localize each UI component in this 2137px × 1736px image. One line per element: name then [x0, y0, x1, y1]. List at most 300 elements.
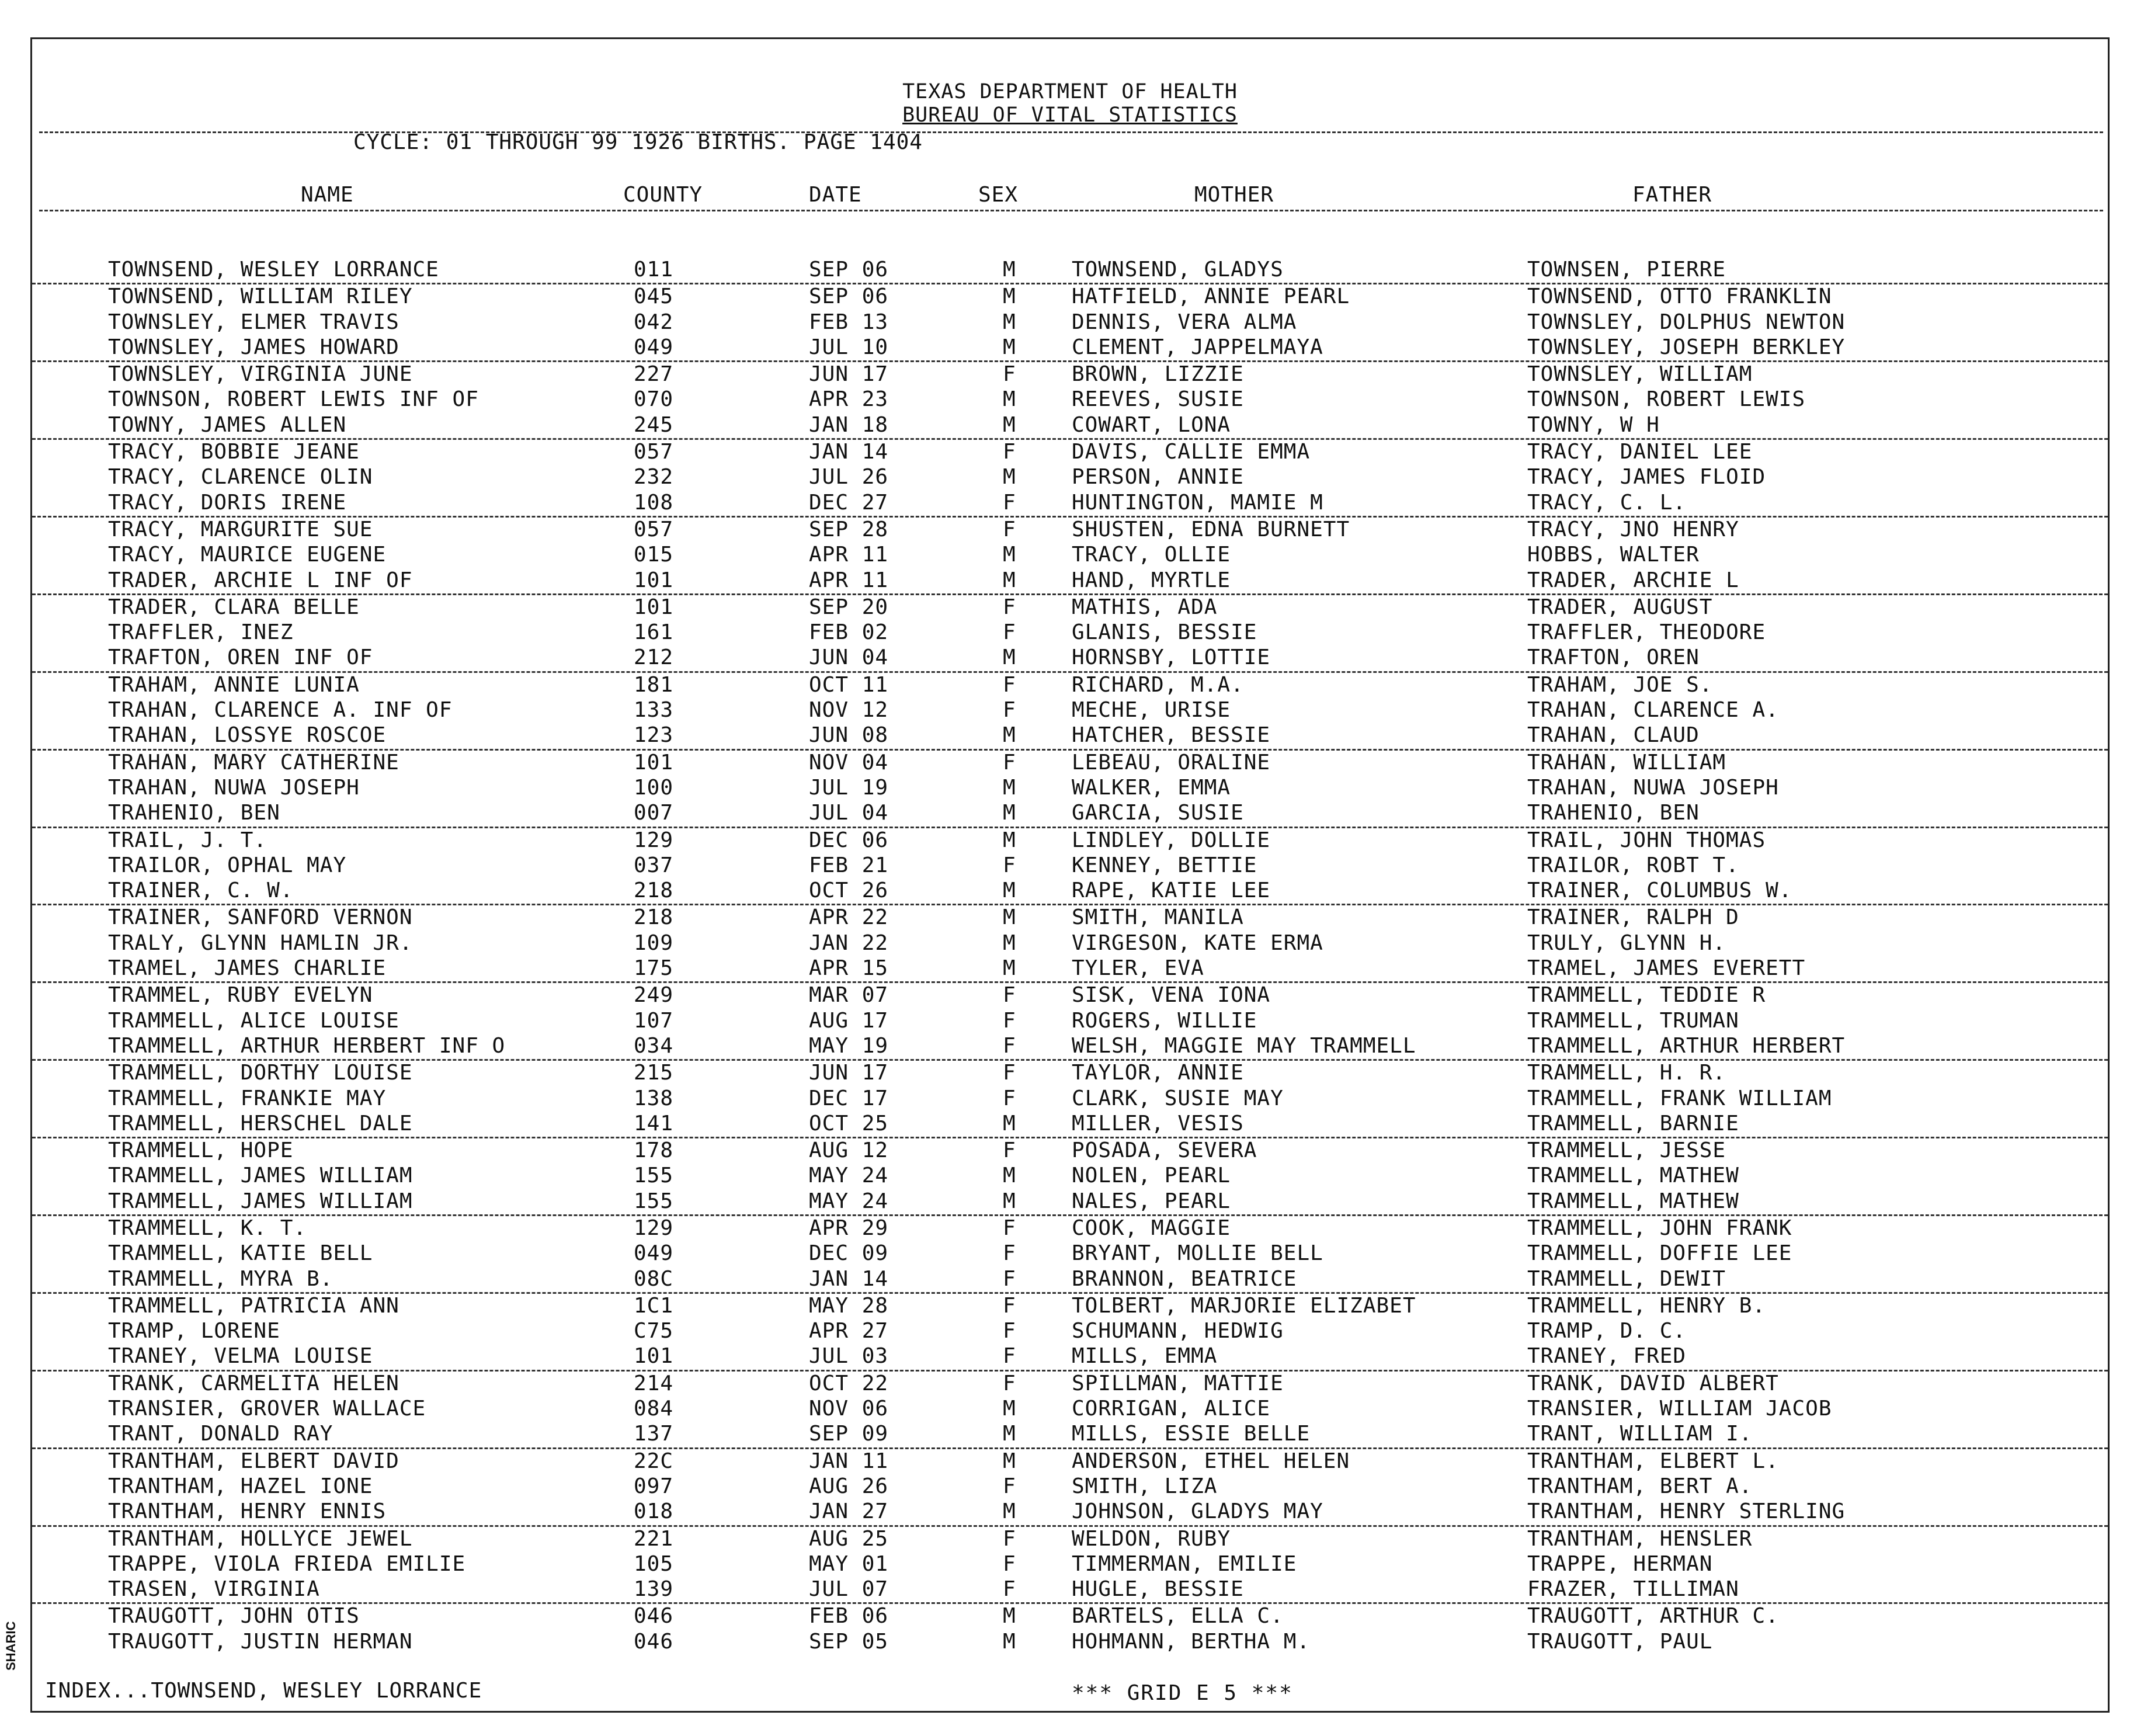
- table-row: [32, 387, 2108, 412]
- cell-county: 218: [634, 879, 674, 903]
- cell-sex: F: [1003, 1319, 1016, 1343]
- cell-county: 141: [634, 1111, 674, 1136]
- cell-date: SEP 06: [809, 284, 889, 309]
- cell-date: NOV 06: [809, 1397, 889, 1421]
- cell-date: JUL 19: [809, 775, 889, 800]
- cell-sex: M: [1003, 412, 1016, 437]
- cell-name: TRANTHAM, HAZEL IONE: [108, 1474, 373, 1498]
- cell-sex: M: [1003, 1164, 1016, 1188]
- table-row: [32, 362, 2108, 387]
- cell-sex: F: [1003, 1526, 1016, 1551]
- cell-name: TRASEN, VIRGINIA: [108, 1577, 320, 1602]
- cell-sex: M: [1003, 465, 1016, 489]
- cell-date: APR 11: [809, 568, 889, 592]
- table-row: [32, 1422, 2108, 1449]
- cell-county: 037: [634, 853, 674, 877]
- cell-county: 129: [634, 828, 674, 852]
- table-row: [32, 1630, 2108, 1655]
- table-row: [32, 879, 2108, 905]
- cell-name: TRAIL, J. T.: [108, 828, 267, 852]
- table-row: [32, 698, 2108, 723]
- cell-name: TRAPPE, VIOLA FRIEDA EMILIE: [108, 1551, 466, 1576]
- cell-name: TRACY, CLARENCE OLIN: [108, 465, 373, 489]
- cell-sex: F: [1003, 1138, 1016, 1163]
- cell-date: MAY 24: [809, 1164, 889, 1188]
- cell-sex: F: [1003, 1551, 1016, 1576]
- cell-name: TRAMMELL, HERSCHEL DALE: [108, 1111, 413, 1136]
- cell-name: TRAMP, LORENE: [108, 1319, 280, 1343]
- cell-sex: F: [1003, 1061, 1016, 1085]
- cell-father: TRADER, AUGUST: [1527, 595, 1713, 619]
- column-header-divider: [39, 210, 2103, 211]
- cell-father: TRACY, JAMES FLOID: [1527, 465, 1766, 489]
- cell-sex: M: [1003, 387, 1016, 412]
- cell-county: 046: [634, 1604, 674, 1629]
- cell-name: TRAMMELL, FRANKIE MAY: [108, 1086, 387, 1110]
- cell-father: TOWNSEN, PIERRE: [1527, 258, 1726, 282]
- cell-date: JAN 18: [809, 412, 889, 437]
- cell-mother: PERSON, ANNIE: [1072, 465, 1244, 489]
- cell-date: MAY 19: [809, 1033, 889, 1058]
- cell-county: 018: [634, 1499, 674, 1524]
- cell-mother: CLEMENT, JAPPELMAYA: [1072, 335, 1323, 359]
- cell-name: TRAHAN, MARY CATHERINE: [108, 750, 399, 775]
- cell-father: TRANT, WILLIAM I.: [1527, 1422, 1753, 1446]
- cell-date: APR 27: [809, 1319, 889, 1343]
- cell-father: TOWNSON, ROBERT LEWIS: [1527, 387, 1806, 412]
- col-header-county: COUNTY: [623, 183, 703, 207]
- table-row: [32, 440, 2108, 465]
- cell-county: 139: [634, 1577, 674, 1602]
- cell-mother: SMITH, MANILA: [1072, 905, 1244, 930]
- cell-county: 245: [634, 412, 674, 437]
- table-row: [32, 853, 2108, 879]
- cell-date: SEP 28: [809, 517, 889, 541]
- cell-name: TRAHAN, CLARENCE A. INF OF: [108, 698, 453, 723]
- cell-name: TRAMMELL, DORTHY LOUISE: [108, 1061, 413, 1085]
- cell-mother: WELSH, MAGGIE MAY TRAMMELL: [1072, 1033, 1416, 1058]
- cell-county: 232: [634, 465, 674, 489]
- cell-father: HOBBS, WALTER: [1527, 543, 1700, 567]
- side-mark: SHARIC: [4, 1621, 18, 1671]
- col-header-sex: SEX: [978, 183, 1019, 207]
- cell-county: 22C: [634, 1449, 674, 1473]
- cell-date: MAY 28: [809, 1293, 889, 1318]
- cell-name: TRANTHAM, HENRY ENNIS: [108, 1499, 387, 1524]
- cell-sex: F: [1003, 1371, 1016, 1395]
- cell-mother: TYLER, EVA: [1072, 956, 1204, 981]
- cell-mother: DENNIS, VERA ALMA: [1072, 310, 1297, 334]
- table-row: [32, 1604, 2108, 1629]
- cell-mother: HOHMANN, BERTHA M.: [1072, 1629, 1311, 1654]
- cell-county: 138: [634, 1086, 674, 1110]
- cell-father: TRAPPE, HERMAN: [1527, 1551, 1713, 1576]
- cell-mother: CLARK, SUSIE MAY: [1072, 1086, 1284, 1110]
- cell-mother: TOWNSEND, GLADYS: [1072, 258, 1284, 282]
- table-row: [32, 751, 2108, 776]
- cell-mother: MILLS, EMMA: [1072, 1344, 1218, 1369]
- cell-date: NOV 12: [809, 698, 889, 723]
- cell-name: TRACY, MARGURITE SUE: [108, 517, 373, 541]
- cell-name: TRAINER, SANFORD VERNON: [108, 905, 413, 930]
- cell-sex: M: [1003, 258, 1016, 282]
- cell-date: MAY 24: [809, 1189, 889, 1213]
- cell-mother: SPILLMAN, MATTIE: [1072, 1371, 1284, 1395]
- cell-sex: F: [1003, 983, 1016, 1008]
- cell-county: 175: [634, 956, 674, 981]
- cell-sex: F: [1003, 1474, 1016, 1498]
- table-row: [32, 620, 2108, 645]
- cell-date: JAN 11: [809, 1449, 889, 1473]
- cell-sex: F: [1003, 1293, 1016, 1318]
- cell-date: JUL 26: [809, 465, 889, 489]
- cell-father: TRANTHAM, BERT A.: [1527, 1474, 1753, 1498]
- col-header-mother: MOTHER: [1194, 183, 1274, 207]
- cell-mother: TIMMERMAN, EMILIE: [1072, 1551, 1297, 1576]
- cell-father: TRAHAN, NUWA JOSEPH: [1527, 775, 1779, 800]
- cell-date: SEP 09: [809, 1422, 889, 1446]
- cell-name: TOWNSEND, WILLIAM RILEY: [108, 284, 413, 309]
- cell-county: 101: [634, 1344, 674, 1369]
- cell-county: 034: [634, 1033, 674, 1058]
- cell-mother: HUGLE, BESSIE: [1072, 1577, 1244, 1602]
- cell-mother: DAVIS, CALLIE EMMA: [1072, 440, 1311, 464]
- cell-father: TRAMMELL, TRUMAN: [1527, 1008, 1739, 1033]
- table-row: [32, 1449, 2108, 1474]
- cell-name: TRAMMEL, RUBY EVELYN: [108, 983, 373, 1008]
- cell-date: OCT 22: [809, 1371, 889, 1395]
- table-row: [32, 1319, 2108, 1344]
- cell-date: OCT 25: [809, 1111, 889, 1136]
- cell-sex: M: [1003, 723, 1016, 748]
- cell-date: APR 11: [809, 543, 889, 567]
- cell-name: TRAMMELL, PATRICIA ANN: [108, 1293, 399, 1318]
- cell-name: TRANTHAM, HOLLYCE JEWEL: [108, 1526, 413, 1551]
- cell-county: 221: [634, 1526, 674, 1551]
- cell-sex: M: [1003, 568, 1016, 592]
- cell-county: 161: [634, 620, 674, 645]
- cell-father: TRAMP, D. C.: [1527, 1319, 1687, 1343]
- cell-mother: MILLS, ESSIE BELLE: [1072, 1422, 1311, 1446]
- cell-name: TRAUGOTT, JUSTIN HERMAN: [108, 1629, 413, 1654]
- cell-mother: WELDON, RUBY: [1072, 1526, 1231, 1551]
- cell-date: JUL 07: [809, 1577, 889, 1602]
- cell-mother: BROWN, LIZZIE: [1072, 362, 1244, 387]
- cell-father: TRAFFLER, THEODORE: [1527, 620, 1766, 645]
- cell-sex: F: [1003, 1216, 1016, 1240]
- cell-mother: LINDLEY, DOLLIE: [1072, 828, 1271, 852]
- cell-county: 101: [634, 750, 674, 775]
- cell-sex: M: [1003, 310, 1016, 334]
- cell-date: MAY 01: [809, 1551, 889, 1576]
- document-page: [30, 37, 2110, 1713]
- cell-name: TRAHAN, NUWA JOSEPH: [108, 775, 360, 800]
- cell-mother: HORNSBY, LOTTIE: [1072, 645, 1271, 670]
- cell-father: TRAINER, COLUMBUS W.: [1527, 879, 1792, 903]
- cell-name: TRAUGOTT, JOHN OTIS: [108, 1604, 360, 1629]
- cell-name: TRANT, DONALD RAY: [108, 1422, 333, 1446]
- cell-county: 107: [634, 1008, 674, 1033]
- cell-mother: BRYANT, MOLLIE BELL: [1072, 1241, 1323, 1266]
- cell-county: 042: [634, 310, 674, 334]
- cell-sex: F: [1003, 1241, 1016, 1266]
- cell-date: FEB 02: [809, 620, 889, 645]
- cell-date: SEP 06: [809, 258, 889, 282]
- cell-mother: GLANIS, BESSIE: [1072, 620, 1257, 645]
- header-divider: [39, 131, 2103, 133]
- cell-name: TRAMMELL, ALICE LOUISE: [108, 1008, 399, 1033]
- table-row: [32, 1294, 2108, 1319]
- cell-father: TRAFTON, OREN: [1527, 645, 1700, 670]
- cell-county: 101: [634, 568, 674, 592]
- cell-name: TOWNSLEY, ELMER TRAVIS: [108, 310, 399, 334]
- cell-sex: M: [1003, 828, 1016, 852]
- table-row: [32, 1034, 2108, 1061]
- table-row: [32, 1189, 2108, 1216]
- cell-father: TRAHENIO, BEN: [1527, 801, 1700, 825]
- cell-date: JAN 27: [809, 1499, 889, 1524]
- cell-name: TRAFFLER, INEZ: [108, 620, 294, 645]
- cell-mother: BRANNON, BEATRICE: [1072, 1266, 1297, 1291]
- cell-father: TRAMMELL, JESSE: [1527, 1138, 1726, 1163]
- cell-sex: M: [1003, 1397, 1016, 1421]
- cell-father: TRADER, ARCHIE L: [1527, 568, 1739, 592]
- cell-father: TRAIL, JOHN THOMAS: [1527, 828, 1766, 852]
- cell-mother: HAND, MYRTLE: [1072, 568, 1231, 592]
- cell-father: TRANTHAM, ELBERT L.: [1527, 1449, 1779, 1473]
- cell-mother: BARTELS, ELLA C.: [1072, 1604, 1284, 1629]
- footer-grid: *** GRID E 5 ***: [1072, 1681, 1293, 1705]
- cell-name: TRAMMELL, JAMES WILLIAM: [108, 1164, 413, 1188]
- cell-county: 101: [634, 595, 674, 619]
- cell-sex: M: [1003, 775, 1016, 800]
- cell-county: C75: [634, 1319, 674, 1343]
- table-row: [32, 1344, 2108, 1371]
- table-row: [32, 284, 2108, 310]
- cell-date: APR 23: [809, 387, 889, 412]
- table-row: [32, 905, 2108, 931]
- cell-father: TRAMMELL, H. R.: [1527, 1061, 1726, 1085]
- table-row: [32, 723, 2108, 750]
- cell-date: MAR 07: [809, 983, 889, 1008]
- cell-sex: F: [1003, 1008, 1016, 1033]
- cell-sex: F: [1003, 750, 1016, 775]
- table-row: [32, 491, 2108, 518]
- cell-county: 049: [634, 1241, 674, 1266]
- table-row: [32, 595, 2108, 620]
- table-row: [32, 1527, 2108, 1552]
- cell-county: 227: [634, 362, 674, 387]
- cell-sex: F: [1003, 1577, 1016, 1602]
- cell-father: TRAMMELL, ARTHUR HERBERT: [1527, 1033, 1846, 1058]
- table-row: [32, 1086, 2108, 1112]
- table-row: [32, 1577, 2108, 1604]
- col-header-name: NAME: [301, 183, 354, 207]
- cell-name: TRADER, ARCHIE L INF OF: [108, 568, 413, 592]
- cell-father: TRACY, JNO HENRY: [1527, 517, 1739, 541]
- cell-county: 007: [634, 801, 674, 825]
- cell-name: TRALY, GLYNN HAMLIN JR.: [108, 931, 413, 955]
- cell-father: TOWNSLEY, JOSEPH BERKLEY: [1527, 335, 1846, 359]
- cell-name: TRAILOR, OPHAL MAY: [108, 853, 347, 877]
- cell-sex: M: [1003, 1629, 1016, 1654]
- table-row: [32, 1499, 2108, 1526]
- cell-father: TRAILOR, ROBT T.: [1527, 853, 1739, 877]
- cell-name: TRADER, CLARA BELLE: [108, 595, 360, 619]
- table-row: [32, 776, 2108, 801]
- cell-name: TRAINER, C. W.: [108, 879, 294, 903]
- cell-mother: ANDERSON, ETHEL HELEN: [1072, 1449, 1350, 1473]
- cell-county: 011: [634, 258, 674, 282]
- table-row: [32, 1164, 2108, 1189]
- cell-county: 108: [634, 490, 674, 515]
- cell-father: TRULY, GLYNN H.: [1527, 931, 1726, 955]
- cell-mother: GARCIA, SUSIE: [1072, 801, 1244, 825]
- cell-county: 015: [634, 543, 674, 567]
- cell-date: FEB 13: [809, 310, 889, 334]
- cell-sex: F: [1003, 1033, 1016, 1058]
- table-row: [32, 983, 2108, 1008]
- cell-date: JUN 04: [809, 645, 889, 670]
- cell-date: JUL 10: [809, 335, 889, 359]
- cell-date: FEB 06: [809, 1604, 889, 1629]
- cell-county: 178: [634, 1138, 674, 1163]
- cell-father: TOWNSEND, OTTO FRANKLIN: [1527, 284, 1832, 309]
- table-row: [32, 1061, 2108, 1086]
- cell-father: TRAMMELL, TEDDIE R: [1527, 983, 1766, 1008]
- cell-father: TRACY, DANIEL LEE: [1527, 440, 1753, 464]
- cell-sex: M: [1003, 931, 1016, 955]
- cell-date: JUN 17: [809, 362, 889, 387]
- header-title: TEXAS DEPARTMENT OF HEALTH: [902, 80, 1238, 103]
- footer-index: INDEX...TOWNSEND, WESLEY LORRANCE: [45, 1679, 482, 1703]
- cell-county: 218: [634, 905, 674, 930]
- cell-name: TOWNSLEY, JAMES HOWARD: [108, 335, 399, 359]
- cell-sex: M: [1003, 1111, 1016, 1136]
- cell-name: TRAMMELL, K. T.: [108, 1216, 307, 1240]
- cell-date: AUG 12: [809, 1138, 889, 1163]
- cell-name: TRAMMELL, ARTHUR HERBERT INF O: [108, 1033, 506, 1058]
- cell-county: 049: [634, 335, 674, 359]
- cell-mother: WALKER, EMMA: [1072, 775, 1231, 800]
- cell-sex: F: [1003, 490, 1016, 515]
- table-row: [32, 673, 2108, 698]
- cell-date: DEC 27: [809, 490, 889, 515]
- cell-sex: M: [1003, 1499, 1016, 1524]
- cell-name: TRAMMELL, HOPE: [108, 1138, 294, 1163]
- cell-mother: JOHNSON, GLADYS MAY: [1072, 1499, 1323, 1524]
- cell-sex: M: [1003, 284, 1016, 309]
- cell-sex: F: [1003, 517, 1016, 541]
- cell-name: TRACY, BOBBIE JEANE: [108, 440, 360, 464]
- cell-mother: HATCHER, BESSIE: [1072, 723, 1271, 748]
- cell-date: JUL 04: [809, 801, 889, 825]
- cell-date: JAN 22: [809, 931, 889, 955]
- cell-date: JUL 03: [809, 1344, 889, 1369]
- cell-father: TOWNSLEY, WILLIAM: [1527, 362, 1753, 387]
- cell-name: TOWNSEND, WESLEY LORRANCE: [108, 258, 439, 282]
- cell-mother: REEVES, SUSIE: [1072, 387, 1244, 412]
- cell-sex: M: [1003, 645, 1016, 670]
- cell-name: TRAHENIO, BEN: [108, 801, 280, 825]
- records-table: [32, 258, 2108, 1655]
- table-row: [32, 1112, 2108, 1138]
- cell-mother: SISK, VENA IONA: [1072, 983, 1271, 1008]
- table-row: [32, 645, 2108, 672]
- cell-county: 057: [634, 440, 674, 464]
- cell-father: TRAMMELL, HENRY B.: [1527, 1293, 1766, 1318]
- cell-mother: MATHIS, ADA: [1072, 595, 1218, 619]
- table-row: [32, 310, 2108, 335]
- cell-county: 212: [634, 645, 674, 670]
- cell-date: AUG 25: [809, 1526, 889, 1551]
- cell-date: APR 29: [809, 1216, 889, 1240]
- cell-date: AUG 26: [809, 1474, 889, 1498]
- table-row: [32, 1552, 2108, 1577]
- cell-mother: TRACY, OLLIE: [1072, 543, 1231, 567]
- cell-name: TOWNSLEY, VIRGINIA JUNE: [108, 362, 413, 387]
- cell-sex: M: [1003, 1604, 1016, 1629]
- cell-mother: HATFIELD, ANNIE PEARL: [1072, 284, 1350, 309]
- cell-sex: M: [1003, 1189, 1016, 1213]
- cell-mother: NOLEN, PEARL: [1072, 1164, 1231, 1188]
- cell-mother: MECHE, URISE: [1072, 698, 1231, 723]
- table-row: [32, 1372, 2108, 1397]
- cell-mother: TOLBERT, MARJORIE ELIZABET: [1072, 1293, 1416, 1318]
- cell-date: JAN 14: [809, 1266, 889, 1291]
- cell-mother: SMITH, LIZA: [1072, 1474, 1218, 1498]
- cell-father: TRANEY, FRED: [1527, 1344, 1687, 1369]
- cell-county: 123: [634, 723, 674, 748]
- cell-name: TRANTHAM, ELBERT DAVID: [108, 1449, 399, 1473]
- table-row: [32, 1138, 2108, 1164]
- cell-date: DEC 17: [809, 1086, 889, 1110]
- cell-date: FEB 21: [809, 853, 889, 877]
- cell-father: TRAMMELL, MATHEW: [1527, 1164, 1739, 1188]
- cell-name: TRANEY, VELMA LOUISE: [108, 1344, 373, 1369]
- cell-mother: NALES, PEARL: [1072, 1189, 1231, 1213]
- cell-mother: TAYLOR, ANNIE: [1072, 1061, 1244, 1085]
- table-row: [32, 413, 2108, 440]
- cell-name: TRAHAN, LOSSYE ROSCOE: [108, 723, 387, 748]
- cell-date: OCT 26: [809, 879, 889, 903]
- cell-name: TRANSIER, GROVER WALLACE: [108, 1397, 426, 1421]
- cell-date: JAN 14: [809, 440, 889, 464]
- cell-father: TRAUGOTT, PAUL: [1527, 1629, 1713, 1654]
- cell-father: TRAINER, RALPH D: [1527, 905, 1739, 930]
- cell-name: TRAMEL, JAMES CHARLIE: [108, 956, 387, 981]
- cell-mother: ROGERS, WILLIE: [1072, 1008, 1257, 1033]
- cell-father: TRAMMELL, BARNIE: [1527, 1111, 1739, 1136]
- cell-county: 100: [634, 775, 674, 800]
- cell-date: DEC 09: [809, 1241, 889, 1266]
- cell-date: SEP 20: [809, 595, 889, 619]
- cell-father: TRANTHAM, HENRY STERLING: [1527, 1499, 1846, 1524]
- cell-county: 084: [634, 1397, 674, 1421]
- cell-mother: SCHUMANN, HEDWIG: [1072, 1319, 1284, 1343]
- cell-county: 105: [634, 1551, 674, 1576]
- cell-father: TRAHAN, CLAUD: [1527, 723, 1700, 748]
- table-row: [32, 465, 2108, 490]
- cell-date: APR 15: [809, 956, 889, 981]
- cell-father: TRACY, C. L.: [1527, 490, 1687, 515]
- cell-county: 045: [634, 284, 674, 309]
- cell-sex: F: [1003, 1344, 1016, 1369]
- cell-father: TRAMMELL, DOFFIE LEE: [1527, 1241, 1792, 1266]
- cell-name: TRACY, DORIS IRENE: [108, 490, 347, 515]
- cell-mother: HUNTINGTON, MAMIE M: [1072, 490, 1323, 515]
- cell-sex: M: [1003, 1422, 1016, 1446]
